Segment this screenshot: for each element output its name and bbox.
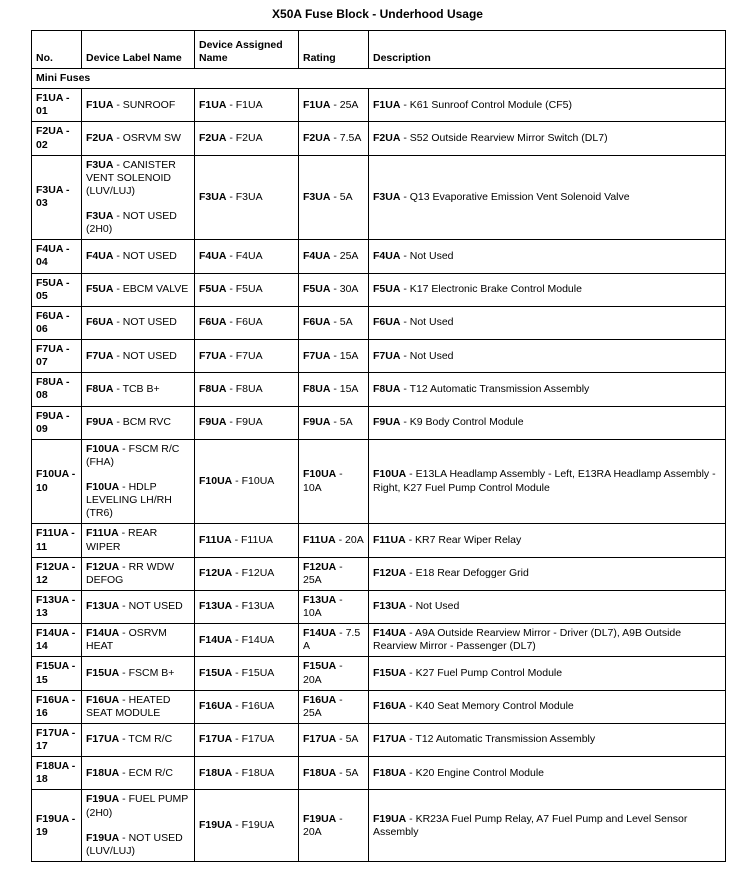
- cell-device-assigned-name: F14UA - F14UA: [195, 624, 299, 657]
- cell-device-assigned-name: F10UA - F10UA: [195, 439, 299, 524]
- description-entry: F19UA - KR23A Fuel Pump Relay, A7 Fuel Pump and Level Sensor Assembly: [373, 812, 688, 838]
- cell-rating: F7UA - 15A: [299, 340, 369, 373]
- cell-device-assigned-name: F2UA - F2UA: [195, 122, 299, 155]
- fuse-row: [32, 690, 726, 723]
- cell-device-label-name: [82, 155, 195, 240]
- fuse-number-line: F1UA -: [36, 92, 70, 105]
- cell-device-label-name: [82, 624, 195, 657]
- fuse-number-line: 12: [36, 573, 48, 586]
- device-label-entry: F18UA - ECM R/C: [86, 766, 173, 779]
- cell-device-assigned-name: F11UA - F11UA: [195, 524, 299, 557]
- cell-rating: F18UA - 5A: [299, 757, 369, 790]
- cell-fuse-number: [32, 723, 82, 756]
- cell-device-label-name: [82, 306, 195, 339]
- fuse-table: [31, 30, 726, 862]
- description-entry: F5UA - K17 Electronic Brake Control Module: [373, 283, 582, 296]
- fuse-number-line: F11UA -: [36, 527, 75, 540]
- description-entry: F6UA - Not Used: [373, 316, 454, 329]
- cell-description: [369, 240, 726, 273]
- description-entry: F4UA - Not Used: [373, 249, 454, 262]
- cell-device-assigned-name: F3UA - F3UA: [195, 155, 299, 240]
- fuse-number-line: F5UA -: [36, 276, 70, 289]
- cell-fuse-number: [32, 524, 82, 557]
- cell-rating: F19UA - 20A: [299, 790, 369, 862]
- fuse-row: [32, 240, 726, 273]
- fuse-row: [32, 790, 726, 862]
- description-entry: F12UA - E18 Rear Defogger Grid: [373, 567, 529, 580]
- fuse-row: [32, 624, 726, 657]
- cell-description: [369, 723, 726, 756]
- device-label-entry: F6UA - NOT USED: [86, 316, 177, 329]
- fuse-number-line: F2UA -: [36, 125, 70, 138]
- fuse-number-line: F17UA -: [36, 726, 76, 739]
- cell-fuse-number: [32, 89, 82, 122]
- fuse-number-line: 14: [36, 640, 48, 653]
- fuse-number-line: 17: [36, 740, 48, 752]
- section-title-mini-fuses: Mini Fuses: [32, 69, 726, 89]
- cell-description: [369, 306, 726, 339]
- description-entry: F7UA - Not Used: [373, 349, 454, 362]
- fuse-number-line: F19UA -: [36, 812, 76, 825]
- fuse-number-line: 13: [36, 607, 48, 619]
- device-label-entry: F5UA - EBCM VALVE: [86, 283, 189, 296]
- cell-rating: F3UA - 5A: [299, 155, 369, 240]
- fuse-number-line: F3UA -: [36, 184, 70, 197]
- device-label-entry: F12UA - RR WDW DEFOG: [86, 560, 175, 586]
- description-entry: F8UA - T12 Automatic Transmission Assembly: [373, 382, 590, 395]
- fuse-row: [32, 122, 726, 155]
- cell-device-label-name: [82, 723, 195, 756]
- cell-device-assigned-name: F12UA - F12UA: [195, 557, 299, 590]
- cell-rating: F2UA - 7.5A: [299, 122, 369, 155]
- cell-rating: F5UA - 30A: [299, 273, 369, 306]
- device-label-entry: F8UA - TCB B+: [86, 382, 160, 395]
- description-entry: F11UA - KR7 Rear Wiper Relay: [373, 533, 522, 546]
- cell-description: [369, 439, 726, 524]
- cell-description: [369, 757, 726, 790]
- cell-device-assigned-name: F17UA - F17UA: [195, 723, 299, 756]
- fuse-number-line: F12UA -: [36, 560, 76, 573]
- cell-rating: F9UA - 5A: [299, 406, 369, 439]
- cell-fuse-number: [32, 557, 82, 590]
- cell-device-label-name: [82, 373, 195, 406]
- cell-description: [369, 122, 726, 155]
- header-no: No.: [32, 31, 82, 69]
- cell-device-assigned-name: F5UA - F5UA: [195, 273, 299, 306]
- device-label-entry: F13UA - NOT USED: [86, 600, 183, 613]
- device-label-entry: F4UA - NOT USED: [86, 249, 177, 262]
- header-row: [32, 31, 726, 69]
- cell-rating: F10UA - 10A: [299, 439, 369, 524]
- fuse-number-line: 05: [36, 289, 48, 302]
- cell-rating: F4UA - 25A: [299, 240, 369, 273]
- cell-fuse-number: [32, 306, 82, 339]
- device-label-entry: F7UA - NOT USED: [86, 349, 177, 362]
- description-entry: F3UA - Q13 Evaporative Emission Vent Solenoid Valve: [373, 190, 630, 203]
- device-label-entry: F9UA - BCM RVC: [86, 416, 171, 429]
- fuse-row: [32, 439, 726, 524]
- cell-rating: F8UA - 15A: [299, 373, 369, 406]
- cell-device-assigned-name: F15UA - F15UA: [195, 657, 299, 690]
- device-label-entry: F3UA - CANISTER VENT SOLENOID (LUV/LUJ): [86, 158, 176, 197]
- cell-fuse-number: [32, 757, 82, 790]
- cell-fuse-number: [32, 155, 82, 240]
- cell-description: [369, 690, 726, 723]
- fuse-number-line: F16UA -: [36, 693, 76, 706]
- cell-fuse-number: [32, 122, 82, 155]
- cell-description: [369, 557, 726, 590]
- fuse-number-line: F18UA -: [36, 760, 76, 773]
- fuse-row: [32, 757, 726, 790]
- fuse-row: [32, 89, 726, 122]
- cell-rating: F14UA - 7.5 A: [299, 624, 369, 657]
- cell-description: [369, 524, 726, 557]
- device-label-entry: F19UA - NOT USED (LUV/LUJ): [86, 831, 183, 857]
- fuse-number-line: 08: [36, 389, 48, 402]
- cell-fuse-number: [32, 790, 82, 862]
- cell-fuse-number: [32, 273, 82, 306]
- cell-device-assigned-name: F13UA - F13UA: [195, 590, 299, 623]
- fuse-number-line: 01: [36, 105, 48, 118]
- cell-description: [369, 406, 726, 439]
- description-entry: F10UA - E13LA Headlamp Assembly - Left, E13RA Headlamp Assembly - Right, K27 Fuel Pump Control Module: [373, 468, 716, 494]
- fuse-number-line: 19: [36, 825, 48, 838]
- fuse-row: [32, 557, 726, 590]
- cell-device-label-name: [82, 757, 195, 790]
- fuse-number-line: F7UA -: [36, 343, 70, 355]
- cell-description: [369, 155, 726, 240]
- fuse-number-line: 02: [36, 138, 48, 151]
- cell-fuse-number: [32, 657, 82, 690]
- fuse-number-line: 09: [36, 422, 48, 435]
- fuse-row: [32, 155, 726, 240]
- description-entry: F2UA - S52 Outside Rearview Mirror Switch (DL7): [373, 131, 608, 144]
- cell-device-assigned-name: F19UA - F19UA: [195, 790, 299, 862]
- description-entry: F17UA - T12 Automatic Transmission Assembly: [373, 733, 596, 746]
- header-device-assigned-name: Device Assigned Name: [195, 31, 299, 69]
- fuse-row: [32, 306, 726, 339]
- fuse-row: [32, 373, 726, 406]
- cell-description: [369, 657, 726, 690]
- fuse-number-line: F9UA -: [36, 409, 70, 422]
- device-label-entry: F3UA - NOT USED (2H0): [86, 210, 177, 236]
- cell-fuse-number: [32, 406, 82, 439]
- device-label-entry: F10UA - HDLP LEVELING LH/RH (TR6): [86, 481, 172, 520]
- cell-rating: F16UA - 25A: [299, 690, 369, 723]
- cell-device-assigned-name: F6UA - F6UA: [195, 306, 299, 339]
- header-rating: Rating: [299, 31, 369, 69]
- cell-rating: F6UA - 5A: [299, 306, 369, 339]
- cell-description: [369, 273, 726, 306]
- fuse-row: [32, 273, 726, 306]
- cell-device-assigned-name: F7UA - F7UA: [195, 340, 299, 373]
- cell-device-label-name: [82, 122, 195, 155]
- cell-rating: F13UA - 10A: [299, 590, 369, 623]
- fuse-row: [32, 723, 726, 756]
- description-entry: F16UA - K40 Seat Memory Control Module: [373, 700, 574, 713]
- cell-fuse-number: [32, 240, 82, 273]
- cell-device-assigned-name: F9UA - F9UA: [195, 406, 299, 439]
- fuse-number-line: F8UA -: [36, 376, 70, 389]
- device-label-entry: F14UA - OSRVM HEAT: [86, 627, 167, 653]
- cell-fuse-number: [32, 439, 82, 524]
- fuse-number-line: F6UA -: [36, 309, 70, 322]
- cell-description: [369, 590, 726, 623]
- cell-device-label-name: [82, 590, 195, 623]
- fuse-number-line: 03: [36, 197, 48, 210]
- cell-rating: F12UA - 25A: [299, 557, 369, 590]
- device-label-entry: F17UA - TCM R/C: [86, 733, 173, 746]
- cell-device-label-name: [82, 790, 195, 862]
- header-device-label-name: Device Label Name: [82, 31, 195, 69]
- cell-device-assigned-name: F16UA - F16UA: [195, 690, 299, 723]
- fuse-number-line: 18: [36, 773, 48, 786]
- cell-device-assigned-name: F4UA - F4UA: [195, 240, 299, 273]
- cell-fuse-number: [32, 340, 82, 373]
- description-entry: F14UA - A9A Outside Rearview Mirror - Driver (DL7), A9B Outside Rearview Mirror - Passenger (DL7): [373, 627, 682, 653]
- cell-rating: F15UA - 20A: [299, 657, 369, 690]
- cell-fuse-number: [32, 690, 82, 723]
- fuse-number-line: F14UA -: [36, 627, 76, 640]
- device-label-entry: F16UA - HEATED SEAT MODULE: [86, 693, 171, 719]
- description-entry: F9UA - K9 Body Control Module: [373, 416, 524, 429]
- cell-description: [369, 790, 726, 862]
- cell-rating: F11UA - 20A: [299, 524, 369, 557]
- fuse-number-line: 15: [36, 673, 48, 686]
- cell-device-assigned-name: F18UA - F18UA: [195, 757, 299, 790]
- fuse-row: [32, 406, 726, 439]
- fuse-row: [32, 524, 726, 557]
- description-entry: F18UA - K20 Engine Control Module: [373, 766, 545, 779]
- fuse-number-line: 10: [36, 481, 48, 494]
- fuse-row: [32, 590, 726, 623]
- cell-device-label-name: [82, 690, 195, 723]
- fuse-row: [32, 340, 726, 373]
- description-entry: F13UA - Not Used: [373, 600, 460, 613]
- cell-device-assigned-name: F1UA - F1UA: [195, 89, 299, 122]
- cell-fuse-number: [32, 624, 82, 657]
- cell-device-label-name: [82, 657, 195, 690]
- fuse-rows: [32, 89, 726, 862]
- cell-description: [369, 89, 726, 122]
- device-label-entry: F15UA - FSCM B+: [86, 666, 175, 679]
- description-entry: F1UA - K61 Sunroof Control Module (CF5): [373, 98, 572, 111]
- device-label-entry: F10UA - FSCM R/C (FHA): [86, 442, 180, 468]
- cell-device-label-name: [82, 439, 195, 524]
- cell-device-label-name: [82, 406, 195, 439]
- cell-device-label-name: [82, 273, 195, 306]
- device-label-entry: F2UA - OSRVM SW: [86, 131, 181, 144]
- header-description: Description: [369, 31, 726, 69]
- fuse-number-line: 06: [36, 322, 48, 335]
- fuse-number-line: F13UA -: [36, 593, 76, 606]
- cell-description: [369, 624, 726, 657]
- cell-device-label-name: [82, 240, 195, 273]
- fuse-number-line: F4UA -: [36, 243, 70, 256]
- fuse-number-line: 07: [36, 356, 48, 369]
- device-label-entry: F11UA - REAR WIPER: [86, 527, 158, 553]
- fuse-number-line: 04: [36, 256, 48, 269]
- cell-fuse-number: [32, 590, 82, 623]
- device-label-entry: F1UA - SUNROOF: [86, 98, 176, 111]
- cell-device-assigned-name: F8UA - F8UA: [195, 373, 299, 406]
- fuse-row: [32, 657, 726, 690]
- cell-rating: F1UA - 25A: [299, 89, 369, 122]
- fuse-number-line: F15UA -: [36, 660, 76, 673]
- section-row: [32, 69, 726, 89]
- cell-description: [369, 373, 726, 406]
- fuse-number-line: 11: [36, 540, 48, 553]
- description-entry: F15UA - K27 Fuel Pump Control Module: [373, 666, 563, 679]
- cell-device-label-name: [82, 340, 195, 373]
- cell-device-label-name: [82, 557, 195, 590]
- cell-rating: F17UA - 5A: [299, 723, 369, 756]
- cell-device-label-name: [82, 89, 195, 122]
- page-title: X50A Fuse Block - Underhood Usage: [272, 7, 483, 21]
- cell-device-label-name: [82, 524, 195, 557]
- cell-description: [369, 340, 726, 373]
- fuse-number-line: 16: [36, 706, 48, 719]
- device-label-entry: F19UA - FUEL PUMP (2H0): [86, 793, 189, 819]
- fuse-number-line: F10UA -: [36, 468, 76, 481]
- cell-fuse-number: [32, 373, 82, 406]
